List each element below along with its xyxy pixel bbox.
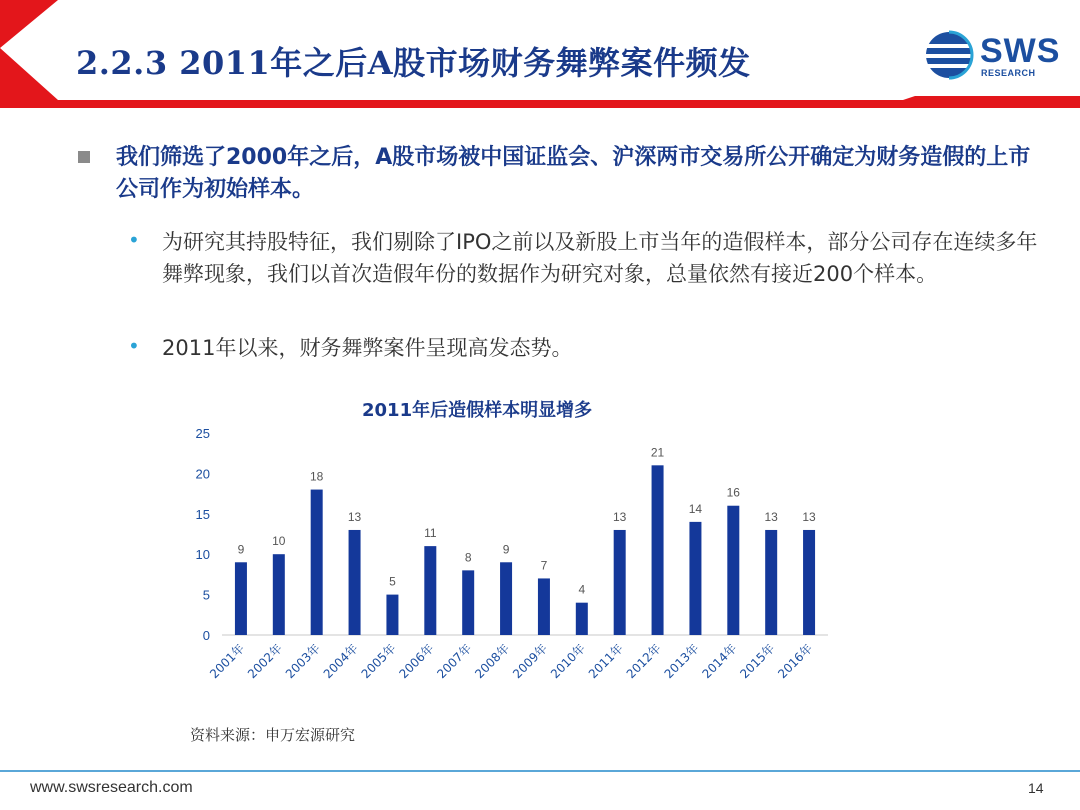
x-tick-label: 2010年 bbox=[547, 641, 588, 682]
bar bbox=[765, 530, 777, 635]
bar bbox=[576, 603, 588, 635]
bar bbox=[235, 562, 247, 635]
bar-chart bbox=[180, 420, 860, 710]
y-tick-label: 5 bbox=[202, 587, 210, 603]
y-tick-label: 20 bbox=[195, 466, 210, 482]
x-tick-label: 2014年 bbox=[699, 641, 740, 682]
data-label: 13 bbox=[613, 509, 627, 524]
y-tick-label: 10 bbox=[195, 547, 210, 563]
source-note: 资料来源：申万宏源研究 bbox=[190, 726, 356, 744]
data-label: 13 bbox=[802, 509, 816, 524]
x-tick-label: 2002年 bbox=[244, 641, 285, 682]
x-tick-label: 2015年 bbox=[737, 641, 778, 682]
sws-logo bbox=[924, 30, 1064, 80]
bar bbox=[462, 570, 474, 635]
chart-title: 2011年后造假样本明显增多 bbox=[362, 400, 593, 421]
x-tick-label: 2008年 bbox=[472, 641, 513, 682]
data-label: 13 bbox=[347, 509, 362, 524]
y-tick-label: 15 bbox=[195, 506, 210, 522]
y-tick-label: 25 bbox=[195, 426, 210, 441]
footer-divider bbox=[0, 770, 1080, 772]
dot-bullet-icon: • bbox=[128, 228, 140, 252]
bar bbox=[538, 578, 550, 635]
data-label: 5 bbox=[389, 574, 396, 589]
x-tick-label: 2005年 bbox=[358, 641, 399, 682]
x-tick-label: 2016年 bbox=[775, 641, 816, 682]
sub-bullet-text: 为研究其持股特征，我们剔除了IPO之前以及新股上市当年的造假样本，部分公司存在连续多年舞弊现象，我们以首次造假年份的数据作为研究对象，总量依然有接近200个样本。 bbox=[162, 230, 1038, 286]
logo-text: SWS bbox=[980, 32, 1061, 70]
bar bbox=[349, 530, 361, 635]
bar bbox=[727, 506, 739, 635]
data-label: 14 bbox=[688, 501, 703, 516]
dot-bullet-icon: • bbox=[128, 334, 140, 358]
bar bbox=[803, 530, 815, 635]
x-tick-label: 2011年 bbox=[585, 641, 626, 682]
x-tick-label: 2007年 bbox=[434, 641, 475, 682]
x-tick-label: 2001年 bbox=[207, 641, 248, 682]
sub-bullet-text: 2011年以来，财务舞弊案件呈现高发态势。 bbox=[162, 336, 573, 360]
x-tick-label: 2013年 bbox=[661, 641, 702, 682]
bar bbox=[311, 490, 323, 635]
x-tick-label: 2004年 bbox=[320, 641, 361, 682]
data-label: 11 bbox=[424, 526, 437, 541]
slide-title: 2.2.3 2011年之后A股市场财务舞弊案件频发 bbox=[76, 44, 751, 82]
data-label: 9 bbox=[502, 542, 510, 557]
x-tick-label: 2009年 bbox=[510, 641, 551, 682]
data-label: 18 bbox=[310, 469, 324, 484]
data-label: 10 bbox=[272, 534, 286, 549]
data-label: 4 bbox=[578, 582, 586, 597]
sws-globe-icon bbox=[924, 30, 974, 80]
bar bbox=[386, 595, 398, 635]
data-label: 16 bbox=[726, 485, 740, 500]
data-label: 21 bbox=[650, 445, 665, 460]
bar bbox=[689, 522, 701, 635]
data-label: 8 bbox=[464, 550, 472, 565]
data-label: 13 bbox=[764, 509, 778, 524]
x-tick-label: 2012年 bbox=[623, 641, 664, 682]
bar bbox=[500, 562, 512, 635]
data-label: 7 bbox=[540, 558, 548, 573]
bar bbox=[652, 465, 664, 635]
x-tick-label: 2006年 bbox=[396, 641, 437, 682]
page-number: 14 bbox=[1028, 780, 1044, 796]
bar bbox=[614, 530, 626, 635]
x-tick-label: 2003年 bbox=[282, 641, 323, 682]
bar bbox=[424, 546, 436, 635]
data-label: 9 bbox=[237, 542, 245, 557]
logo-subtext: RESEARCH bbox=[981, 68, 1036, 78]
square-bullet-icon bbox=[78, 151, 90, 163]
main-bullet-text: 我们筛选了2000年之后，A股市场被中国证监会、沪深两市交易所公开确定为财务造假的上市公司作为初始样本。 bbox=[116, 145, 1031, 202]
y-tick-label: 0 bbox=[202, 628, 210, 643]
bar bbox=[273, 554, 285, 635]
footer-url[interactable]: www.swsresearch.com bbox=[30, 779, 193, 796]
